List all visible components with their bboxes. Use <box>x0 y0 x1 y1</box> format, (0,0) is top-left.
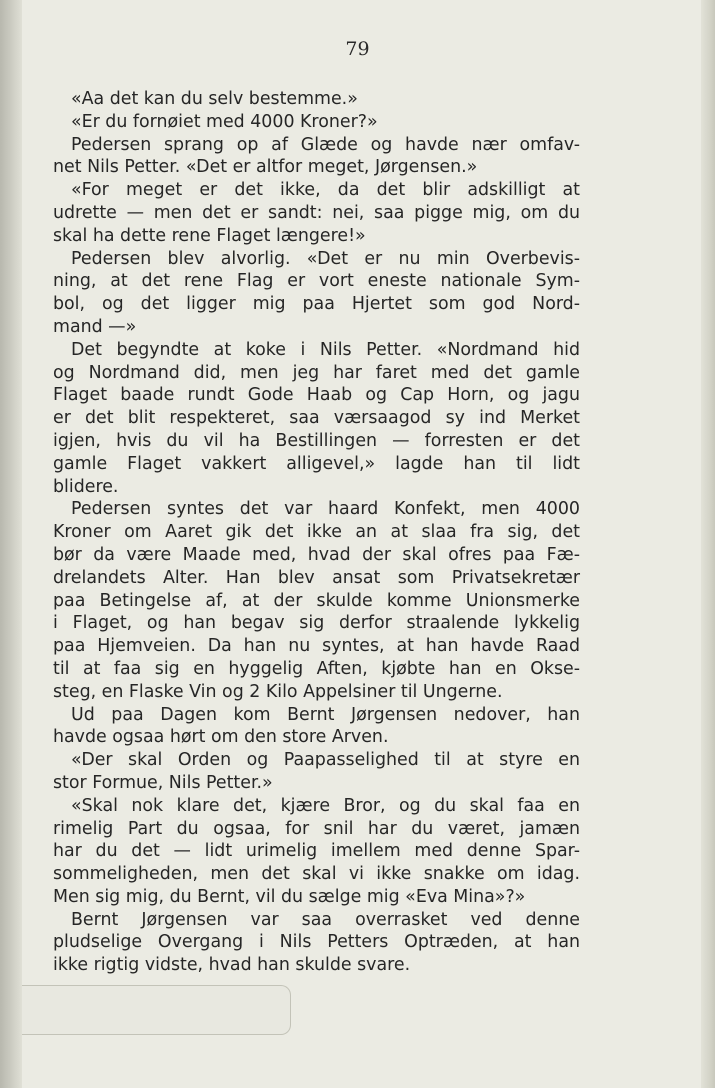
text-line: i Flaget, og han begav sig derfor straalende lykkelig <box>53 613 580 634</box>
text-line: og Nordmand did, men jeg har faret med det gamle <box>53 362 580 383</box>
text-line: drelandets Alter. Han blev ansat som Privatsekretær <box>53 567 580 588</box>
text-line: bør da være Maade med, hvad der skal ofres paa Fæ- <box>53 544 580 565</box>
text-line: Men sig mig, du Bernt, vil du sælge mig «Eva Mina»?» <box>53 886 526 907</box>
text-line: udrette — men det er sandt: nei, saa pigge mig, om du <box>53 202 580 223</box>
text-line: stor Formue, Nils Petter.» <box>53 772 273 793</box>
text-line: til at faa sig en hyggelig Aften, kjøbte han en Okse- <box>53 658 580 679</box>
text-line: pludselige Overgang i Nils Petters Optræden, at han <box>53 932 580 953</box>
text-line: har du det — lidt urimelig imellem med denne Spar- <box>53 841 580 862</box>
text-line: havde ogsaa hørt om den store Arven. <box>53 727 389 748</box>
text-line: Pedersen blev alvorlig. «Det er nu min Overbevis- <box>71 248 580 269</box>
text-line: igjen, hvis du vil ha Bestillingen — forresten er det <box>53 430 580 451</box>
text-line: Bernt Jørgensen var saa overrasket ved denne <box>71 909 580 930</box>
text-line: gamle Flaget vakkert alligevel,» lagde han til lidt <box>53 453 580 474</box>
text-line: ikke rigtig vidste, hvad han skulde svare. <box>53 955 411 976</box>
text-line: sommeligheden, men det skal vi ikke snakke om idag. <box>53 864 580 885</box>
text-line: «Skal nok klare det, kjære Bror, og du skal faa en <box>71 795 580 816</box>
text-line: Ud paa Dagen kom Bernt Jørgensen nedover, han <box>71 704 580 725</box>
text-line: skal ha dette rene Flaget længere!» <box>53 225 366 246</box>
text-line: «For meget er det ikke, da det blir adskilligt at <box>71 180 580 201</box>
page-edge <box>701 0 715 1088</box>
text-line: net Nils Petter. «Det er altfor meget, Jørgensen.» <box>53 157 478 178</box>
page-number: 79 <box>345 38 370 60</box>
page-tab-mark <box>22 985 291 1035</box>
text-line: «Der skal Orden og Paapasselighed til at styre en <box>71 750 580 771</box>
text-line: Flaget baade rundt Gode Haab og Cap Horn, og jagu <box>53 385 580 406</box>
text-line: paa Betingelse af, at der skulde komme Unionsmerke <box>53 590 580 611</box>
text-line: steg, en Flaske Vin og 2 Kilo Appelsiner til Ungerne. <box>53 681 503 702</box>
text-line: Kroner om Aaret gik det ikke an at slaa fra sig, det <box>53 522 580 543</box>
text-line: Pedersen syntes det var haard Konfekt, men 4000 <box>71 499 580 520</box>
body-text <box>53 88 580 977</box>
text-line: Det begyndte at koke i Nils Petter. «Nordmand hid <box>71 339 580 360</box>
book-gutter <box>0 0 24 1088</box>
text-line: «Er du fornøiet med 4000 Kroner?» <box>71 111 378 132</box>
text-line: ning, at det rene Flag er vort eneste nationale Sym- <box>53 271 580 292</box>
text-line: mand —» <box>53 316 137 337</box>
text-line: Pedersen sprang op af Glæde og havde nær omfav- <box>71 134 580 155</box>
text-line: er det blit respekteret, saa værsaagod sy ind Merket <box>53 408 580 429</box>
text-line: paa Hjemveien. Da han nu syntes, at han havde Raad <box>53 636 580 657</box>
text-line: «Aa det kan du selv bestemme.» <box>71 89 358 109</box>
text-line: bol, og det ligger mig paa Hjertet som god Nord- <box>53 294 580 315</box>
text-line: blidere. <box>53 476 119 497</box>
text-line: rimelig Part du ogsaa, for snil har du været, jamæn <box>53 818 580 839</box>
